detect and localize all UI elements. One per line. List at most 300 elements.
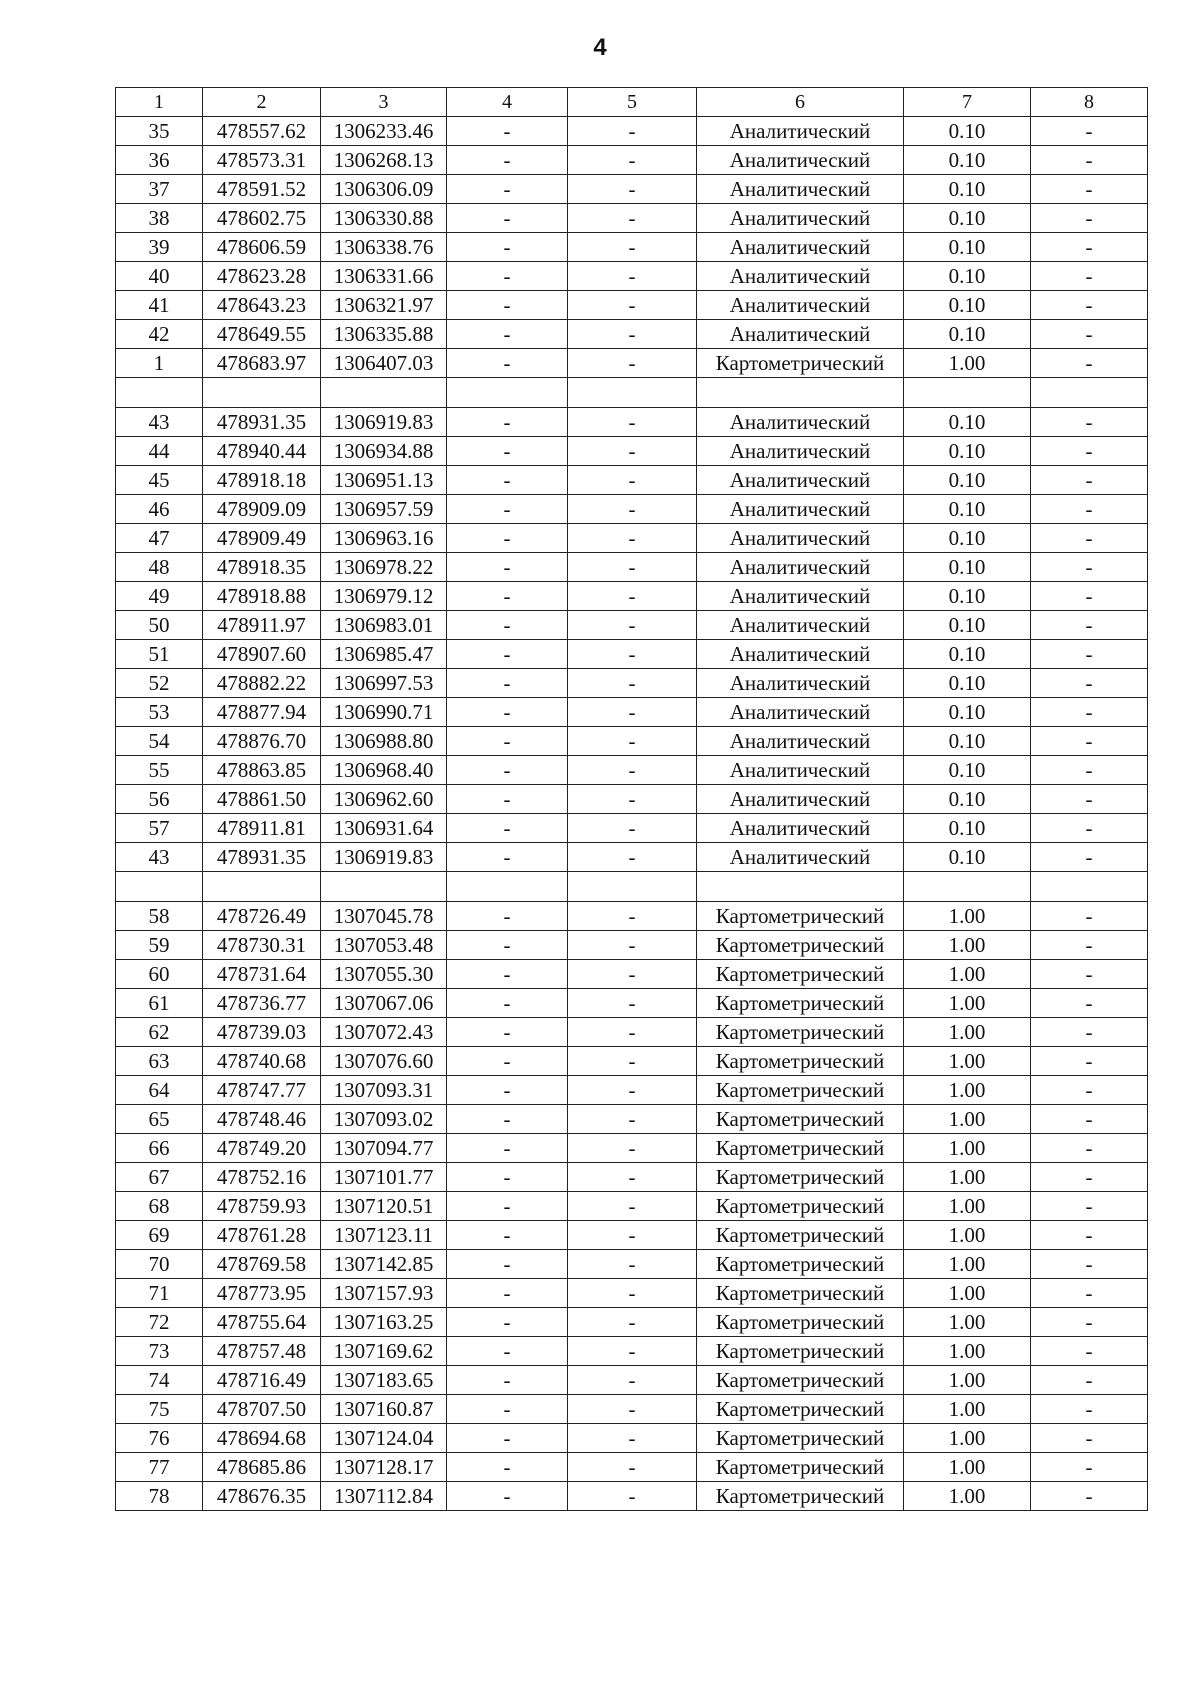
point-number-cell: 43: [116, 408, 203, 437]
table-row: [116, 1250, 1148, 1279]
column-5-cell: -: [568, 262, 697, 291]
column-4-cell: -: [447, 814, 568, 843]
column-8-cell: -: [1031, 1163, 1148, 1192]
accuracy-cell: 0.10: [904, 611, 1031, 640]
table-row: [116, 524, 1148, 553]
x-coordinate-cell: 478683.97: [203, 349, 321, 378]
x-coordinate-cell: 478694.68: [203, 1424, 321, 1453]
y-coordinate-cell: 1307142.85: [321, 1250, 447, 1279]
y-coordinate-cell: 1306306.09: [321, 175, 447, 204]
column-8-cell: -: [1031, 582, 1148, 611]
table-row: [116, 814, 1148, 843]
y-coordinate-cell: 1307169.62: [321, 1337, 447, 1366]
point-number-cell: 61: [116, 989, 203, 1018]
column-header: 2: [203, 88, 321, 117]
accuracy-cell: 1.00: [904, 1018, 1031, 1047]
accuracy-cell: 0.10: [904, 175, 1031, 204]
accuracy-cell: 0.10: [904, 814, 1031, 843]
y-coordinate-cell: 1307157.93: [321, 1279, 447, 1308]
method-cell: Картометрический: [697, 1163, 904, 1192]
separator-row: [116, 378, 1148, 408]
column-5-cell: -: [568, 960, 697, 989]
accuracy-cell: 1.00: [904, 1134, 1031, 1163]
column-4-cell: -: [447, 611, 568, 640]
separator-row: [116, 872, 1148, 902]
column-4-cell: -: [447, 233, 568, 262]
column-5-cell: -: [568, 1395, 697, 1424]
column-5-cell: -: [568, 408, 697, 437]
method-cell: Аналитический: [697, 582, 904, 611]
column-header: 8: [1031, 88, 1148, 117]
column-4-cell: -: [447, 320, 568, 349]
column-4-cell: -: [447, 582, 568, 611]
x-coordinate-cell: 478918.88: [203, 582, 321, 611]
table-row: [116, 1395, 1148, 1424]
method-cell: Картометрический: [697, 1279, 904, 1308]
x-coordinate-cell: 478759.93: [203, 1192, 321, 1221]
column-4-cell: -: [447, 553, 568, 582]
table-row: [116, 1134, 1148, 1163]
table-row: [116, 640, 1148, 669]
point-number-cell: 47: [116, 524, 203, 553]
method-cell: Аналитический: [697, 843, 904, 872]
table-row: [116, 175, 1148, 204]
x-coordinate-cell: 478726.49: [203, 902, 321, 931]
accuracy-cell: 0.10: [904, 320, 1031, 349]
point-number-cell: 39: [116, 233, 203, 262]
x-coordinate-cell: 478716.49: [203, 1366, 321, 1395]
method-cell: Картометрический: [697, 902, 904, 931]
x-coordinate-cell: 478940.44: [203, 437, 321, 466]
method-cell: Аналитический: [697, 408, 904, 437]
x-coordinate-cell: 478773.95: [203, 1279, 321, 1308]
table-row: [116, 611, 1148, 640]
table-row: [116, 291, 1148, 320]
accuracy-cell: 1.00: [904, 349, 1031, 378]
method-cell: Картометрический: [697, 931, 904, 960]
column-5-cell: -: [568, 1192, 697, 1221]
page-number: 4: [593, 34, 607, 61]
table-row: [116, 146, 1148, 175]
column-4-cell: -: [447, 262, 568, 291]
column-8-cell: -: [1031, 1279, 1148, 1308]
x-coordinate-cell: 478752.16: [203, 1163, 321, 1192]
column-4-cell: -: [447, 466, 568, 495]
column-5-cell: -: [568, 756, 697, 785]
accuracy-cell: 1.00: [904, 1279, 1031, 1308]
x-coordinate-cell: 478918.35: [203, 553, 321, 582]
column-8-cell: -: [1031, 1047, 1148, 1076]
column-4-cell: -: [447, 1366, 568, 1395]
table-row: [116, 1308, 1148, 1337]
point-number-cell: 70: [116, 1250, 203, 1279]
table-row: [116, 1076, 1148, 1105]
column-8-cell: -: [1031, 524, 1148, 553]
column-4-cell: -: [447, 1047, 568, 1076]
column-5-cell: -: [568, 233, 697, 262]
table-row: [116, 408, 1148, 437]
column-4-cell: -: [447, 989, 568, 1018]
column-5-cell: -: [568, 349, 697, 378]
method-cell: Картометрический: [697, 1453, 904, 1482]
x-coordinate-cell: 478877.94: [203, 698, 321, 727]
column-5-cell: -: [568, 1221, 697, 1250]
column-8-cell: -: [1031, 175, 1148, 204]
column-5-cell: -: [568, 495, 697, 524]
y-coordinate-cell: 1307112.84: [321, 1482, 447, 1511]
accuracy-cell: 1.00: [904, 1047, 1031, 1076]
x-coordinate-cell: 478623.28: [203, 262, 321, 291]
column-8-cell: -: [1031, 931, 1148, 960]
method-cell: Аналитический: [697, 437, 904, 466]
x-coordinate-cell: 478918.18: [203, 466, 321, 495]
column-8-cell: -: [1031, 698, 1148, 727]
table-row: [116, 727, 1148, 756]
column-8-cell: -: [1031, 291, 1148, 320]
x-coordinate-cell: 478911.97: [203, 611, 321, 640]
column-8-cell: [1031, 378, 1148, 408]
table-row: [116, 931, 1148, 960]
method-cell: Аналитический: [697, 669, 904, 698]
y-coordinate-cell: 1306233.46: [321, 117, 447, 146]
column-5-cell: -: [568, 1279, 697, 1308]
column-4-cell: -: [447, 175, 568, 204]
accuracy-cell: 1.00: [904, 1453, 1031, 1482]
column-8-cell: -: [1031, 1395, 1148, 1424]
x-coordinate-cell: [203, 872, 321, 902]
method-cell: Аналитический: [697, 233, 904, 262]
y-coordinate-cell: 1306407.03: [321, 349, 447, 378]
y-coordinate-cell: 1307183.65: [321, 1366, 447, 1395]
column-4-cell: -: [447, 640, 568, 669]
column-5-cell: -: [568, 582, 697, 611]
table-row: [116, 1192, 1148, 1221]
column-8-cell: -: [1031, 1076, 1148, 1105]
x-coordinate-cell: 478685.86: [203, 1453, 321, 1482]
point-number-cell: 77: [116, 1453, 203, 1482]
column-8-cell: -: [1031, 785, 1148, 814]
accuracy-cell: 0.10: [904, 524, 1031, 553]
column-header: 3: [321, 88, 447, 117]
method-cell: Картометрический: [697, 1105, 904, 1134]
table-row: [116, 1163, 1148, 1192]
column-5-cell: -: [568, 1453, 697, 1482]
method-cell: Картометрический: [697, 960, 904, 989]
point-number-cell: 57: [116, 814, 203, 843]
column-header: 5: [568, 88, 697, 117]
column-4-cell: -: [447, 960, 568, 989]
point-number-cell: 38: [116, 204, 203, 233]
column-8-cell: -: [1031, 1424, 1148, 1453]
method-cell: Аналитический: [697, 117, 904, 146]
y-coordinate-cell: 1306990.71: [321, 698, 447, 727]
table-row: [116, 1279, 1148, 1308]
point-number-cell: 72: [116, 1308, 203, 1337]
column-8-cell: -: [1031, 902, 1148, 931]
accuracy-cell: [904, 872, 1031, 902]
point-number-cell: 60: [116, 960, 203, 989]
point-number-cell: 55: [116, 756, 203, 785]
point-number-cell: 43: [116, 843, 203, 872]
table-row: [116, 320, 1148, 349]
column-4-cell: -: [447, 843, 568, 872]
x-coordinate-cell: [203, 378, 321, 408]
accuracy-cell: 0.10: [904, 204, 1031, 233]
accuracy-cell: 1.00: [904, 1192, 1031, 1221]
x-coordinate-cell: 478882.22: [203, 669, 321, 698]
accuracy-cell: 0.10: [904, 698, 1031, 727]
column-5-cell: -: [568, 611, 697, 640]
point-number-cell: 48: [116, 553, 203, 582]
accuracy-cell: 1.00: [904, 1395, 1031, 1424]
column-5-cell: -: [568, 1250, 697, 1279]
column-5-cell: -: [568, 204, 697, 233]
table-row: [116, 437, 1148, 466]
column-5-cell: -: [568, 1105, 697, 1134]
x-coordinate-cell: 478748.46: [203, 1105, 321, 1134]
column-8-cell: -: [1031, 1221, 1148, 1250]
accuracy-cell: 0.10: [904, 262, 1031, 291]
x-coordinate-cell: 478649.55: [203, 320, 321, 349]
y-coordinate-cell: [321, 872, 447, 902]
coordinates-table: [115, 87, 1148, 1511]
column-4-cell: [447, 872, 568, 902]
x-coordinate-cell: 478931.35: [203, 408, 321, 437]
column-8-cell: -: [1031, 233, 1148, 262]
accuracy-cell: 0.10: [904, 756, 1031, 785]
method-cell: Картометрический: [697, 1134, 904, 1163]
method-cell: Картометрический: [697, 1308, 904, 1337]
method-cell: [697, 872, 904, 902]
point-number-cell: 71: [116, 1279, 203, 1308]
table-row: [116, 1453, 1148, 1482]
accuracy-cell: 0.10: [904, 408, 1031, 437]
point-number-cell: 45: [116, 466, 203, 495]
method-cell: Картометрический: [697, 1366, 904, 1395]
y-coordinate-cell: 1306963.16: [321, 524, 447, 553]
x-coordinate-cell: 478643.23: [203, 291, 321, 320]
point-number-cell: 41: [116, 291, 203, 320]
column-header: 1: [116, 88, 203, 117]
table-row: [116, 843, 1148, 872]
column-8-cell: -: [1031, 843, 1148, 872]
column-4-cell: -: [447, 408, 568, 437]
accuracy-cell: 1.00: [904, 960, 1031, 989]
method-cell: [697, 378, 904, 408]
table-row: [116, 1105, 1148, 1134]
point-number-cell: [116, 378, 203, 408]
method-cell: Аналитический: [697, 262, 904, 291]
table-row: [116, 582, 1148, 611]
method-cell: Картометрический: [697, 1192, 904, 1221]
column-5-cell: -: [568, 320, 697, 349]
column-4-cell: -: [447, 1308, 568, 1337]
column-5-cell: -: [568, 291, 697, 320]
column-8-cell: -: [1031, 1105, 1148, 1134]
point-number-cell: 49: [116, 582, 203, 611]
y-coordinate-cell: 1306997.53: [321, 669, 447, 698]
point-number-cell: 78: [116, 1482, 203, 1511]
y-coordinate-cell: [321, 378, 447, 408]
column-4-cell: -: [447, 1221, 568, 1250]
table-row: [116, 785, 1148, 814]
column-5-cell: -: [568, 814, 697, 843]
column-4-cell: -: [447, 1163, 568, 1192]
point-number-cell: 53: [116, 698, 203, 727]
y-coordinate-cell: 1306321.97: [321, 291, 447, 320]
point-number-cell: 54: [116, 727, 203, 756]
column-4-cell: -: [447, 1337, 568, 1366]
table-row: [116, 117, 1148, 146]
accuracy-cell: 1.00: [904, 989, 1031, 1018]
accuracy-cell: 0.10: [904, 843, 1031, 872]
column-5-cell: -: [568, 117, 697, 146]
table-row: [116, 349, 1148, 378]
column-8-cell: -: [1031, 437, 1148, 466]
y-coordinate-cell: 1306331.66: [321, 262, 447, 291]
method-cell: Аналитический: [697, 466, 904, 495]
table-row: [116, 698, 1148, 727]
column-8-cell: -: [1031, 611, 1148, 640]
method-cell: Аналитический: [697, 524, 904, 553]
column-4-cell: -: [447, 1076, 568, 1105]
method-cell: Картометрический: [697, 1482, 904, 1511]
method-cell: Картометрический: [697, 1018, 904, 1047]
column-5-cell: -: [568, 1308, 697, 1337]
y-coordinate-cell: 1307101.77: [321, 1163, 447, 1192]
y-coordinate-cell: 1307067.06: [321, 989, 447, 1018]
accuracy-cell: 1.00: [904, 1105, 1031, 1134]
column-8-cell: -: [1031, 960, 1148, 989]
accuracy-cell: 0.10: [904, 785, 1031, 814]
column-8-cell: -: [1031, 1018, 1148, 1047]
column-4-cell: -: [447, 291, 568, 320]
point-number-cell: 50: [116, 611, 203, 640]
x-coordinate-cell: 478707.50: [203, 1395, 321, 1424]
method-cell: Картометрический: [697, 1337, 904, 1366]
column-5-cell: -: [568, 524, 697, 553]
accuracy-cell: 0.10: [904, 466, 1031, 495]
column-5-cell: -: [568, 1424, 697, 1453]
column-4-cell: -: [447, 146, 568, 175]
column-4-cell: -: [447, 204, 568, 233]
table-row: [116, 1018, 1148, 1047]
y-coordinate-cell: 1307124.04: [321, 1424, 447, 1453]
column-5-cell: -: [568, 989, 697, 1018]
y-coordinate-cell: 1307093.02: [321, 1105, 447, 1134]
column-4-cell: -: [447, 1105, 568, 1134]
column-4-cell: -: [447, 785, 568, 814]
column-5-cell: -: [568, 1163, 697, 1192]
column-4-cell: -: [447, 437, 568, 466]
y-coordinate-cell: 1306978.22: [321, 553, 447, 582]
column-4-cell: -: [447, 698, 568, 727]
x-coordinate-cell: 478769.58: [203, 1250, 321, 1279]
accuracy-cell: 0.10: [904, 727, 1031, 756]
column-8-cell: -: [1031, 117, 1148, 146]
y-coordinate-cell: 1306934.88: [321, 437, 447, 466]
y-coordinate-cell: 1307123.11: [321, 1221, 447, 1250]
method-cell: Аналитический: [697, 553, 904, 582]
point-number-cell: 68: [116, 1192, 203, 1221]
column-4-cell: -: [447, 756, 568, 785]
table-row: [116, 989, 1148, 1018]
column-5-cell: -: [568, 146, 697, 175]
y-coordinate-cell: 1307045.78: [321, 902, 447, 931]
method-cell: Картометрический: [697, 1395, 904, 1424]
accuracy-cell: 1.00: [904, 1308, 1031, 1337]
x-coordinate-cell: 478876.70: [203, 727, 321, 756]
method-cell: Аналитический: [697, 291, 904, 320]
point-number-cell: 64: [116, 1076, 203, 1105]
table-row: [116, 1424, 1148, 1453]
accuracy-cell: 0.10: [904, 553, 1031, 582]
column-8-cell: -: [1031, 1337, 1148, 1366]
column-8-cell: -: [1031, 1366, 1148, 1395]
x-coordinate-cell: 478739.03: [203, 1018, 321, 1047]
column-4-cell: -: [447, 1395, 568, 1424]
y-coordinate-cell: 1306951.13: [321, 466, 447, 495]
point-number-cell: 65: [116, 1105, 203, 1134]
table-row: [116, 204, 1148, 233]
column-4-cell: -: [447, 1482, 568, 1511]
y-coordinate-cell: 1307128.17: [321, 1453, 447, 1482]
x-coordinate-cell: 478757.48: [203, 1337, 321, 1366]
column-4-cell: -: [447, 524, 568, 553]
point-number-cell: 56: [116, 785, 203, 814]
y-coordinate-cell: 1307055.30: [321, 960, 447, 989]
column-4-cell: -: [447, 727, 568, 756]
accuracy-cell: 1.00: [904, 1424, 1031, 1453]
column-4-cell: -: [447, 495, 568, 524]
y-coordinate-cell: 1306985.47: [321, 640, 447, 669]
column-5-cell: -: [568, 902, 697, 931]
y-coordinate-cell: 1307094.77: [321, 1134, 447, 1163]
column-8-cell: -: [1031, 669, 1148, 698]
x-coordinate-cell: 478606.59: [203, 233, 321, 262]
column-5-cell: -: [568, 640, 697, 669]
column-8-cell: -: [1031, 553, 1148, 582]
accuracy-cell: 0.10: [904, 146, 1031, 175]
method-cell: Аналитический: [697, 320, 904, 349]
point-number-cell: 58: [116, 902, 203, 931]
column-8-cell: -: [1031, 1482, 1148, 1511]
column-header: 6: [697, 88, 904, 117]
column-5-cell: -: [568, 1366, 697, 1395]
point-number-cell: 35: [116, 117, 203, 146]
method-cell: Аналитический: [697, 495, 904, 524]
y-coordinate-cell: 1306919.83: [321, 843, 447, 872]
x-coordinate-cell: 478909.49: [203, 524, 321, 553]
y-coordinate-cell: 1306919.83: [321, 408, 447, 437]
table-body: [116, 88, 1148, 1511]
y-coordinate-cell: 1306335.88: [321, 320, 447, 349]
x-coordinate-cell: 478676.35: [203, 1482, 321, 1511]
column-4-cell: -: [447, 117, 568, 146]
point-number-cell: 42: [116, 320, 203, 349]
column-8-cell: -: [1031, 1250, 1148, 1279]
table-row: [116, 1221, 1148, 1250]
column-5-cell: -: [568, 1482, 697, 1511]
column-5-cell: -: [568, 931, 697, 960]
method-cell: Картометрический: [697, 349, 904, 378]
column-8-cell: -: [1031, 262, 1148, 291]
column-4-cell: -: [447, 1250, 568, 1279]
table-row: [116, 233, 1148, 262]
point-number-cell: 73: [116, 1337, 203, 1366]
column-4-cell: -: [447, 669, 568, 698]
table-row: [116, 669, 1148, 698]
